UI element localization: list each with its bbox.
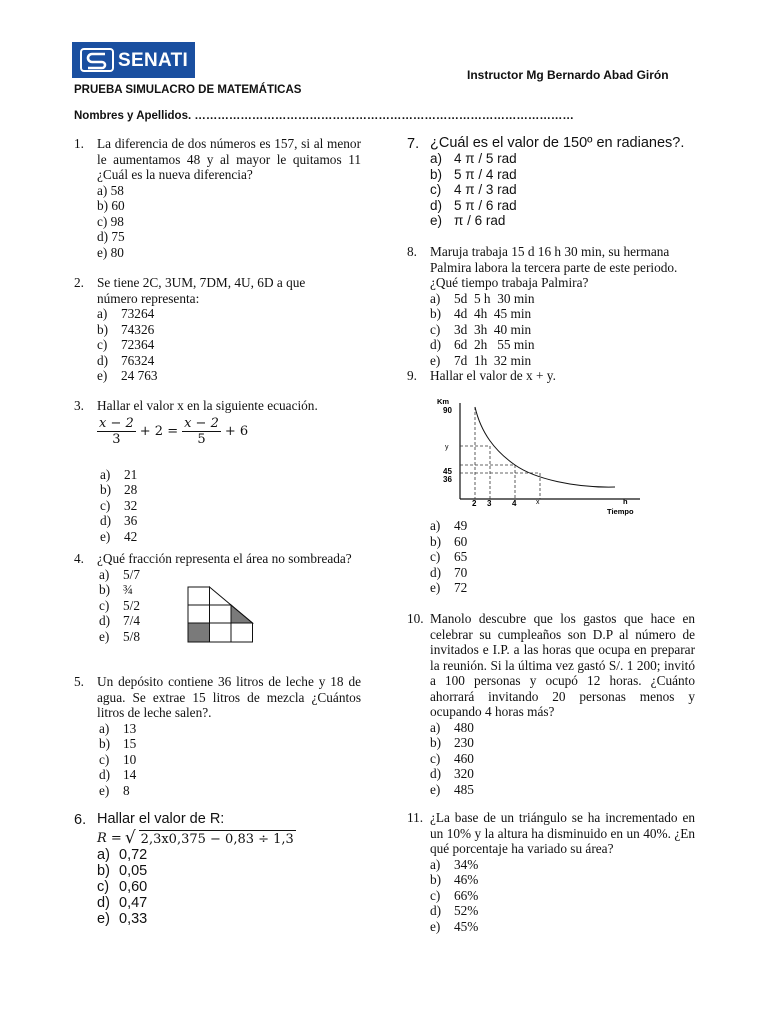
left-fraction: $\frac{x - 2}{3}$	[99, 415, 134, 447]
option-e[interactable]: e) 485	[430, 781, 474, 797]
option-d[interactable]: d) 36	[100, 513, 138, 528]
option-a[interactable]: a) 21	[100, 466, 138, 482]
option-d[interactable]: d) 14	[99, 767, 137, 782]
radical-expression: R = √ 2,3x0,375 − 0,83 ÷ 1,3	[97, 828, 294, 849]
option-e[interactable]: e) 8	[99, 782, 130, 798]
option-b[interactable]: b) 46%	[430, 872, 479, 887]
x-tick-x: x	[536, 499, 540, 506]
option-b[interactable]: b) ¾	[99, 582, 133, 597]
option-e[interactable]: e) 80	[97, 244, 124, 260]
question-number: 3.	[74, 398, 84, 413]
question-number: 9.	[407, 368, 417, 383]
option-d[interactable]: d) 70	[430, 564, 468, 580]
option-c[interactable]: c) 4 π / 3 rad	[430, 182, 517, 198]
question-stem: Manolo descubre que los gastos que hace en celebrar su cumpleaños son D.P al número de invitados e I.P. a las horas que ocupa en preparar la reunión. Si la última vez gastó S/. 1 200; invitó a 100 personas y ocupó 12 horas. ¿Cuánto ahorrará invitando 20 personas menos y ocupando 4 horas más?	[430, 611, 695, 719]
option-c[interactable]: c) 10	[99, 751, 137, 767]
decay-curve	[475, 407, 615, 487]
option-a[interactable]: a) 58	[97, 182, 124, 198]
option-b[interactable]: b) 60	[430, 533, 468, 549]
exam-title: PRUEBA SIMULACRO DE MATEMÁTICAS	[74, 84, 302, 96]
x-axis-title: Tiempo	[607, 507, 634, 516]
y-tick-y: y	[445, 444, 449, 451]
option-e[interactable]: e) 72	[430, 580, 468, 595]
question-stem: Hallar el valor de R:	[97, 811, 225, 827]
question-stem: ¿La base de un triángulo se ha incrementado en un 10% y la altura ha disminuido en un 40%. ¿En qué porcentaje ha variado su área?	[430, 810, 695, 856]
question-10	[407, 611, 695, 797]
logo-text: SENATI	[118, 50, 189, 71]
question-stem: Hallar el valor x en la siguiente ecuación.	[97, 398, 318, 413]
option-b[interactable]: b) 230	[430, 735, 474, 750]
option-c[interactable]: c) 98	[97, 213, 124, 229]
y-tick-45: 45	[443, 467, 452, 476]
option-b[interactable]: b) 0,05	[97, 863, 148, 880]
question-number: 7.	[407, 136, 420, 152]
question-stem: La diferencia de dos números es 157, si al menor le aumentamos 48 y al mayor le quitamos 11 ¿Cuál es la nueva diferencia?	[97, 136, 361, 182]
question-8	[407, 244, 695, 368]
option-c[interactable]: c) 66%	[430, 887, 479, 903]
sqrt-icon: √	[124, 828, 136, 849]
question-stem: Un depósito contiene 36 litros de leche y 18 de agua. Se extrae 15 litros de mezcla ¿Cuántos litros de leche salen?.	[97, 674, 361, 720]
option-c[interactable]: c) 3d 3h 40 min	[430, 321, 532, 337]
option-a[interactable]: a) 4 π / 5 rad	[430, 151, 517, 167]
option-d[interactable]: d) 6d 2h 55 min	[430, 337, 535, 352]
senati-emblem-icon	[80, 48, 114, 72]
option-b[interactable]: b) 4d 4h 45 min	[430, 306, 532, 321]
option-c[interactable]: c) 65	[430, 549, 468, 564]
option-a[interactable]: a) 49	[430, 518, 468, 533]
x-tick-2: 2	[472, 499, 477, 508]
option-d[interactable]: d) 76324	[97, 352, 155, 368]
option-d[interactable]: d) 5 π / 6 rad	[430, 197, 517, 213]
distance-time-graph	[435, 393, 650, 518]
x-tick-4: 4	[512, 499, 517, 508]
option-b[interactable]: b) 5 π / 4 rad	[430, 166, 517, 182]
option-d[interactable]: d) 52%	[430, 903, 479, 918]
option-c[interactable]: c) 5/2	[99, 597, 140, 613]
option-b[interactable]: b) 74326	[97, 321, 155, 337]
option-e[interactable]: e) 0,33	[97, 910, 148, 927]
option-d[interactable]: d) 0,47	[97, 894, 148, 911]
option-a[interactable]: a) 0,72	[97, 847, 148, 864]
names-field[interactable]: Nombres y Apellidos. ………………………………………………………………………………………	[74, 110, 574, 122]
y-tick-36: 36	[443, 475, 452, 484]
option-a[interactable]: a) 34%	[430, 856, 479, 872]
equation	[97, 416, 361, 447]
shaded-area-figure	[187, 586, 255, 644]
option-c[interactable]: c) 72364	[97, 337, 155, 352]
option-c[interactable]: c) 32	[100, 497, 138, 513]
option-b[interactable]: b) 15	[99, 736, 137, 751]
question-stem: ¿Cuál es el valor de 150º en radianes?.	[430, 135, 685, 151]
option-a[interactable]: a) 13	[99, 720, 137, 736]
option-a[interactable]: a) 5d 5 h 30 min	[430, 290, 535, 306]
question-stem: Maruja trabaja 15 d 16 h 30 min, su hermana Palmira labora la tercera parte de este periodo. ¿Qué tiempo trabaja Palmira?	[430, 244, 678, 290]
option-d[interactable]: d) 7/4	[99, 613, 140, 628]
question-number: 4.	[74, 551, 84, 566]
question-number: 1.	[74, 136, 84, 151]
option-a[interactable]: a) 480	[430, 719, 474, 735]
question-9	[407, 368, 695, 384]
option-e[interactable]: e) 7d 1h 32 min	[430, 352, 532, 368]
question-number: 10.	[407, 611, 424, 626]
option-e[interactable]: e) 45%	[430, 918, 479, 934]
question-1	[74, 136, 361, 260]
option-e[interactable]: e) 42	[100, 528, 138, 544]
option-a[interactable]: a) 5/7	[99, 566, 140, 582]
option-b[interactable]: b) 60	[97, 198, 125, 213]
question-stem: Hallar el valor de x + y.	[430, 368, 556, 383]
x-unit-label: h	[623, 497, 628, 506]
instructor-name: Instructor Mg Bernardo Abad Girón	[467, 68, 669, 82]
right-fraction: $\frac{x - 2}{5}$	[184, 415, 219, 447]
question-7	[407, 136, 697, 228]
question-5	[74, 674, 361, 798]
question-11	[407, 810, 695, 934]
question-number: 8.	[407, 244, 417, 259]
option-a[interactable]: a) 73264	[97, 306, 155, 321]
option-c[interactable]: c) 460	[430, 750, 474, 766]
y-tick-90: 90	[443, 406, 452, 415]
option-d[interactable]: d) 320	[430, 766, 474, 781]
question-number: 2.	[74, 275, 84, 290]
question-6	[74, 812, 361, 927]
option-e[interactable]: e) 5/8	[99, 628, 140, 644]
equation-end: + 6	[224, 423, 249, 439]
question-number: 11.	[407, 810, 424, 825]
question-2	[74, 275, 361, 384]
option-e[interactable]: e) 24 763	[97, 368, 158, 383]
option-b[interactable]: b) 28	[100, 482, 138, 497]
question-9-options	[407, 518, 695, 596]
question-stem: Se tiene 2C, 3UM, 7DM, 4U, 6D a que número representa:	[97, 275, 306, 306]
x-tick-3: 3	[487, 499, 492, 508]
question-number: 6.	[74, 812, 87, 828]
equation-middle: + 2 =	[139, 423, 179, 439]
question-stem: ¿Qué fracción representa el área no sombreada?	[97, 551, 352, 566]
option-d[interactable]: d) 75	[97, 229, 125, 244]
question-3	[74, 398, 361, 544]
option-e[interactable]: e) π / 6 rad	[430, 213, 506, 229]
option-c[interactable]: c) 0,60	[97, 879, 148, 895]
y-unit-label: Km	[437, 397, 450, 406]
question-number: 5.	[74, 674, 84, 689]
senati-logo	[72, 42, 195, 78]
